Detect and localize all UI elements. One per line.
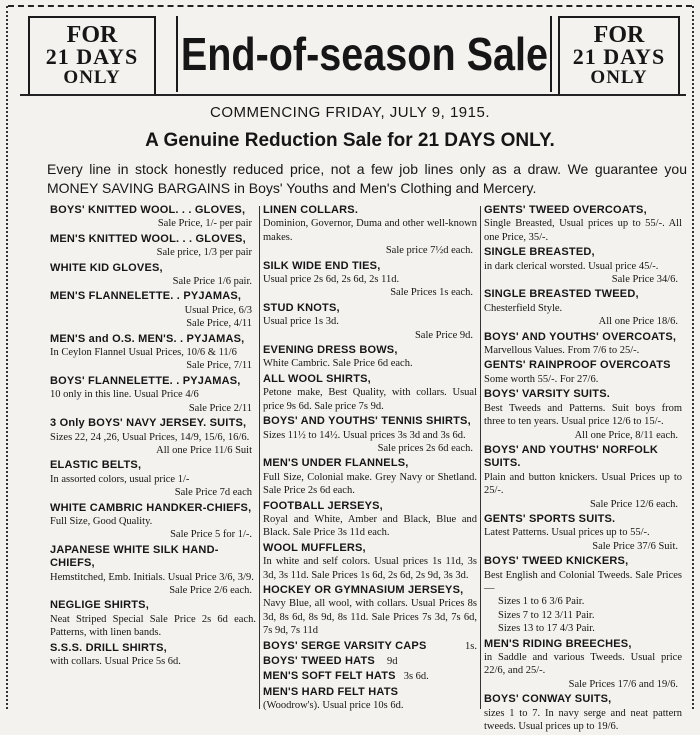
list-item: [50, 233, 256, 260]
list-item: [484, 444, 682, 511]
item-heading: BOYS' FLANNELETTE. . PYJAMAS,: [50, 374, 241, 387]
list-item: [50, 544, 256, 598]
item-text: 10 only in this line. Usual Price 4/6: [50, 389, 199, 401]
list-item: [484, 693, 682, 733]
item-text: Royal and White, Amber and Black, Blue and Black. Sale Price 3s 11d each.: [263, 513, 477, 539]
item-heading: MEN'S FLANNELETTE. . PYJAMAS,: [50, 290, 242, 303]
item-heading: BOYS' AND YOUTHS' TENNIS SHIRTS,: [263, 415, 471, 428]
right-box-line3: ONLY: [590, 67, 648, 88]
item-price: Sale Price, 7/11: [186, 360, 252, 372]
item-price: 3s 6d.: [403, 671, 429, 683]
item-price: Sale price, 1/3 per pair: [156, 247, 252, 259]
item-heading: S.S.S. DRILL SHIRTS,: [50, 641, 167, 654]
item-heading: ELASTIC BELTS,: [50, 459, 142, 472]
list-item: [263, 260, 477, 300]
item-price: Sale Price 9d.: [414, 329, 473, 341]
item-text: Hemstitched, Emb. Initials. Usual Price 3/6, 3/9.: [50, 571, 254, 583]
page-title: End-of-season Sale: [180, 28, 548, 80]
item-price: Sale Price 7d each: [174, 487, 252, 499]
item-price: Sale Price 37/6 Suit.: [592, 540, 678, 552]
right-box-line1: FOR: [593, 22, 645, 48]
list-item: [50, 262, 256, 289]
item-text: White Cambric. Sale Price 6d each.: [263, 358, 413, 370]
item-text: with collars. Usual Price 5s 6d.: [50, 656, 181, 667]
left-box-line1: FOR: [66, 22, 118, 48]
item-heading: NEGLIGE SHIRTS,: [50, 599, 149, 612]
item-heading: MEN'S UNDER FLANNELS,: [263, 457, 409, 470]
item-heading: MEN'S KNITTED WOOL. . . GLOVES,: [50, 232, 246, 245]
item-heading: SILK WIDE END TIES,: [263, 259, 381, 272]
list-item: [484, 638, 682, 692]
top-border: [8, 5, 692, 7]
item-price: Sale Prices 1s each.: [390, 287, 473, 299]
item-text: Dominion, Governor, Duma and other well-known makes.: [263, 218, 477, 243]
item-heading: MEN'S SOFT FELT HATS: [263, 670, 396, 683]
item-heading: JAPANESE WHITE SILK HAND-CHIEFS,: [50, 543, 219, 570]
item-heading: LINEN COLLARS.: [263, 204, 359, 216]
item-text: Navy Blue, all wool, with collars. Usual Prices 8s 3d, 8s 6d, 8s 9d, 8s 11d. Sale Prices 7s 3d, 7s 6d, 7s 9d, 7s 11d: [263, 598, 477, 637]
item-text: Latest Patterns. Usual prices up to 55/-.: [484, 527, 650, 539]
list-item: [50, 642, 256, 669]
left-box-line2: 21 DAYS: [45, 44, 139, 69]
item-text: (Woodrow's). Usual price 10s 6d.: [263, 700, 404, 712]
column-2: [263, 204, 477, 715]
list-item: [484, 331, 682, 358]
item-heading: WOOL MUFFLERS,: [263, 541, 366, 554]
item-heading: BOYS' VARSITY SUITS.: [484, 388, 611, 401]
column-1: [50, 204, 256, 670]
item-price: Sale Price 1/6 pair.: [172, 276, 252, 288]
intro-text: Every line in stock honestly reduced price, not a few job lines only as a draw. We guarantee you MONEY SAVING BARGAINS in Boys' Youths and Men's Clothing and Mercery.: [47, 161, 687, 196]
item-text: Plain and button knickers. Usual Prices up to 25/-.: [484, 471, 682, 497]
item-heading: BOYS' CONWAY SUITS,: [484, 693, 612, 706]
column-3: [484, 204, 682, 735]
column-divider: [480, 206, 481, 709]
right-days-box: [558, 16, 680, 96]
list-item: [263, 584, 477, 638]
item-text: sizes 1 to 7. In navy serge and neat pattern tweeds. Usual prices up to 19/6.: [484, 707, 682, 733]
item-heading: STUD KNOTS,: [263, 301, 340, 314]
item-text: Marvellous Values. From 7/6 to 25/-.: [484, 345, 640, 357]
item-heading: WHITE CAMBRIC HANDKER-CHIEFS,: [50, 501, 252, 514]
item-text: Sizes 11½ to 14½. Usual prices 3s 3d and 3s 6d.: [263, 429, 466, 441]
title-box: [176, 16, 552, 92]
item-heading: GENTS' SPORTS SUITS.: [484, 512, 616, 525]
item-price: Sale price 7½d each.: [385, 245, 473, 257]
item-heading: BOYS' AND YOUTHS' NORFOLK SUITS.: [484, 443, 659, 470]
list-item: [263, 373, 477, 413]
size-price: Sizes 1 to 6 3/6 Pair.: [498, 596, 585, 608]
item-price: Sale Price, 1/- per pair: [157, 218, 252, 230]
list-item: [484, 513, 682, 553]
item-price: All one Price, 8/11 each.: [574, 429, 678, 441]
item-heading: MEN'S and O.S. MEN'S. . PYJAMAS,: [50, 332, 245, 345]
item-price: Sale Price 5 for 1/-.: [170, 529, 252, 541]
item-text: In assorted colors, usual price 1/-: [50, 473, 190, 485]
item-text: In Ceylon Flannel Usual Prices, 10/6 & 11/6: [50, 347, 237, 359]
item-text: Usual price 2s 6d, 2s 6d, 2s 11d.: [263, 274, 400, 286]
item-heading: SINGLE BREASTED,: [484, 246, 595, 259]
item-price: Sale Prices 17/6 and 19/6.: [568, 678, 678, 690]
item-text: in dark clerical worsted. Usual price 45/-.: [484, 260, 659, 272]
list-item: [263, 344, 477, 371]
subtitle: A Genuine Reduction Sale for 21 DAYS ONLY.: [145, 130, 555, 151]
list-item: [50, 417, 256, 457]
item-text: Usual price 1s 3d.: [263, 316, 339, 328]
item-heading: HOCKEY OR GYMNASIUM JERSEYS,: [263, 583, 464, 596]
item-heading: GENTS' TWEED OVERCOATS,: [484, 204, 647, 216]
size-price: Sizes 13 to 17 4/3 Pair.: [498, 623, 595, 635]
item-heading: GENTS' RAINPROOF OVERCOATS: [484, 359, 671, 372]
header: [14, 10, 686, 96]
item-heading: BOYS' KNITTED WOOL. . . GLOVES,: [50, 204, 246, 216]
item-price: Sale Price 34/6.: [611, 274, 678, 286]
list-item: [484, 246, 682, 286]
item-text: in Saddle and various Tweeds. Usual price 22/6, and 25/-.: [484, 652, 682, 677]
item-price: All one Price 11/6 Suit: [156, 444, 252, 456]
item-price: 9d: [386, 656, 398, 667]
list-item: [50, 599, 256, 639]
list-item: [50, 459, 256, 499]
item-heading: BOYS' TWEED KNICKERS,: [484, 555, 629, 568]
left-days-box: [28, 16, 156, 96]
item-heading: EVENING DRESS BOWS,: [263, 344, 398, 357]
item-price: Sale Price 12/6 each.: [589, 498, 678, 510]
item-text: Full Size, Colonial make. Grey Navy or Shetland. Sale Price 2s 6d each.: [263, 471, 477, 497]
item-text: Petone make, Best Quality, with collars. Usual price 9s 6d. Sale price 7s 9d.: [263, 387, 477, 412]
list-item: [50, 375, 256, 415]
item-price: All one Price 18/6.: [598, 316, 678, 328]
item-price: Sale Price, 4/11: [186, 318, 252, 330]
list-item: [50, 290, 256, 330]
list-item: [263, 302, 477, 342]
item-heading: WHITE KID GLOVES,: [50, 261, 163, 274]
item-price: Sale Price 2/6 each.: [169, 584, 252, 596]
list-item: [263, 500, 477, 540]
list-item: [263, 655, 477, 668]
left-box-line3: ONLY: [63, 67, 121, 88]
item-heading: BOYS' AND YOUTHS' OVERCOATS,: [484, 330, 677, 343]
size-price: Sizes 7 to 12 3/11 Pair.: [498, 609, 595, 621]
item-text: Sizes 22, 24 ,26, Usual Prices, 14/9, 15/6, 16/6.: [50, 431, 250, 443]
list-item: [263, 640, 477, 653]
list-item: [484, 288, 682, 328]
item-text: Single Breasted, Usual prices up to 55/-. All one Price, 35/-.: [484, 218, 682, 243]
item-text: Chesterfield Style.: [484, 302, 563, 314]
commencing-date: COMMENCING FRIDAY, JULY 9, 1915.: [210, 104, 490, 121]
list-item: [484, 204, 682, 244]
item-text: Full Size, Good Quality.: [50, 515, 153, 527]
item-text: Neat Striped Special Sale Price 2s 6d each. Patterns, with linen bands.: [50, 613, 256, 639]
item-heading: BOYS' SERGE VARSITY CAPS: [263, 639, 427, 652]
item-text: Best English and Colonial Tweeds. Sale Prices—: [484, 569, 682, 594]
item-heading: SINGLE BREASTED TWEED,: [484, 288, 639, 301]
item-text: Some worth 55/-. For 27/6.: [484, 373, 599, 385]
list-item: [263, 457, 477, 497]
header-rule: [20, 94, 686, 96]
list-item: [263, 204, 477, 258]
item-heading: 3 Only BOYS' NAVY JERSEY. SUITS,: [50, 417, 247, 430]
list-item: [263, 542, 477, 582]
right-box-line2: 21 DAYS: [572, 44, 666, 69]
item-heading: BOYS' TWEED HATS: [263, 655, 375, 667]
list-item: [50, 502, 256, 542]
column-divider: [259, 206, 260, 709]
list-item: [484, 555, 682, 635]
item-heading: MEN'S HARD FELT HATS: [263, 685, 399, 698]
item-heading: MEN'S RIDING BREECHES,: [484, 637, 632, 650]
list-item: [484, 359, 682, 386]
list-item: [263, 670, 477, 683]
list-item: [263, 415, 477, 455]
item-text: In white and self colors. Usual prices 1s 11d, 3s 3d, 3s 11d. Sale Prices 1s 6d, 2s 6d, 2s 9d, 3s 3d.: [263, 556, 477, 581]
item-text: Usual Price, 6/3: [184, 304, 252, 316]
list-item: [50, 333, 256, 373]
item-heading: FOOTBALL JERSEYS,: [263, 499, 383, 512]
item-price: 1s.: [465, 640, 477, 652]
item-heading: ALL WOOL SHIRTS,: [263, 372, 371, 385]
item-text: Best Tweeds and Patterns. Suit boys from three to ten years. Usual price 12/6 to 15/-.: [484, 402, 682, 428]
list-item: [50, 204, 256, 231]
list-item: [484, 388, 682, 442]
item-price: Sale Price 2/11: [188, 402, 252, 414]
item-price: Sale prices 2s 6d each.: [377, 442, 473, 454]
